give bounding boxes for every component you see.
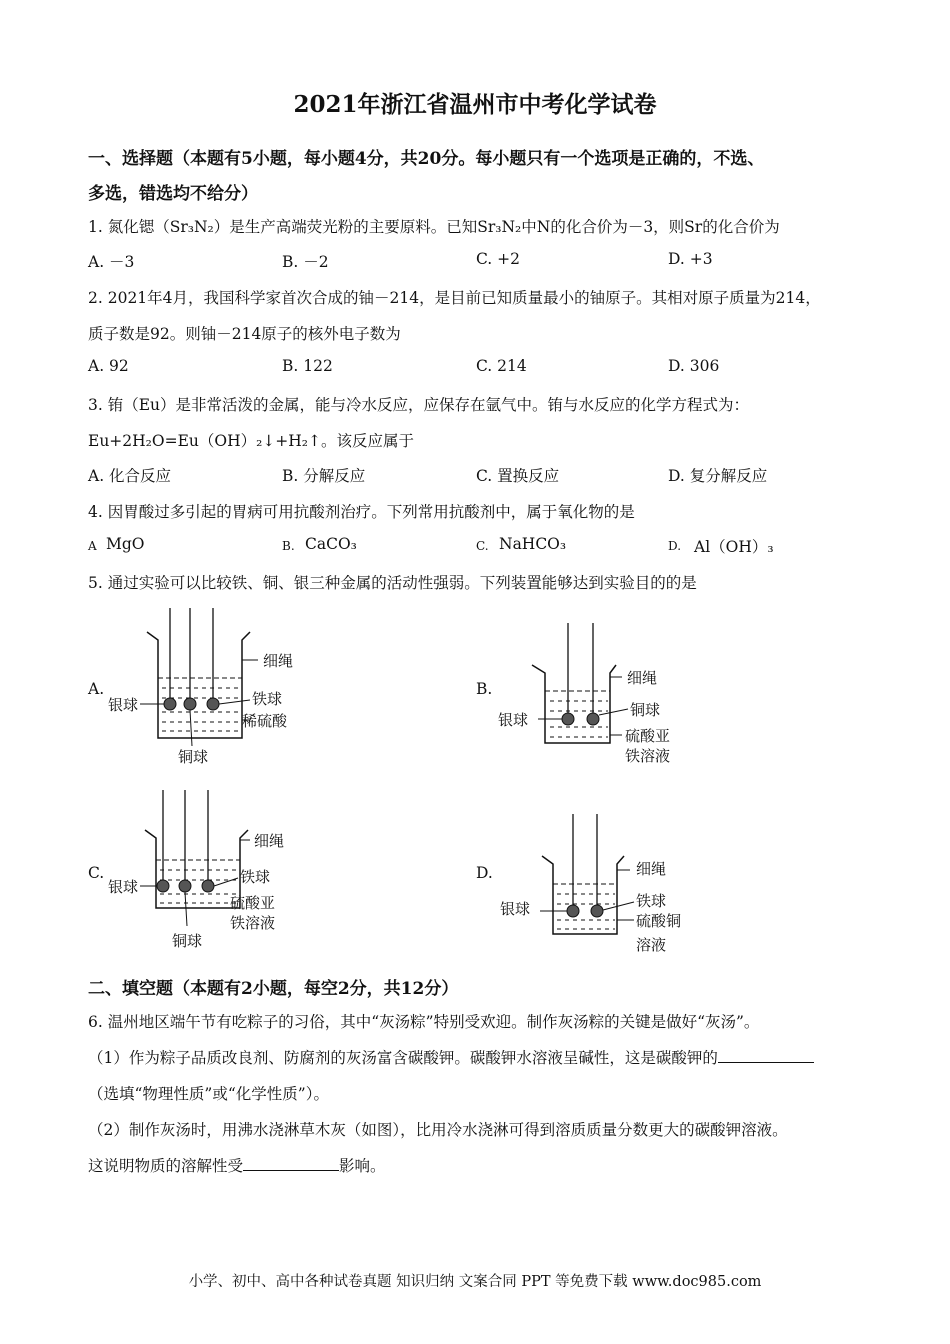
q5-stem: 5. 通过实验可以比较铁、铜、银三种金属的活动性强弱。下列装置能够达到实验目的的是 (88, 574, 697, 592)
q4-stem: 4. 因胃酸过多引起的胃病可用抗酸剂治疗。下列常用抗酸剂中，属于氧化物的是 (88, 503, 635, 521)
q4-option-b: CaCO₃ (305, 535, 357, 553)
iron-ball (207, 698, 219, 710)
footer-text: 小学、初中、高中各种试卷真题 知识归纳 文案合同 PPT 等免费下载 www.doc985.com (188, 1274, 762, 1290)
label-right2-b: 硫酸亚 (625, 727, 671, 745)
q1-stem: 1. 氮化锶（Sr₃N₂）是生产高端荧光粉的主要原料。已知Sr₃N₂中N的化合价为－3，则Sr的化合价为 (88, 218, 780, 236)
q6-answer-blank-1[interactable] (718, 1048, 814, 1063)
label-left-a: 银球 (108, 696, 139, 714)
apparatus-a-diagram (100, 600, 340, 770)
label-right3-d: 溶液 (636, 936, 667, 954)
q6-stem: 6. 温州地区端午节有吃粽子的习俗，其中“灰汤粽”特别受欢迎。制作灰汤粽的关键是做好“灰汤”。 (88, 1013, 760, 1031)
q4-option-c: NaHCO₃ (499, 535, 567, 553)
q1-option-c: C. +2 (476, 250, 521, 268)
q6-answer-blank-2[interactable] (243, 1156, 339, 1171)
q4-option-d-letter: D. (668, 539, 682, 553)
q4-option-a-letter: A (88, 539, 97, 553)
page-title: 2021年浙江省温州市中考化学试卷 (293, 91, 657, 118)
q4-option-d: Al（OH）₃ (694, 538, 774, 556)
iron-ball (202, 880, 214, 892)
q4-option-c-letter: C. (476, 539, 489, 553)
q6-part2-pre: 这说明物质的溶解性受 (88, 1157, 244, 1175)
q6-part2-line1: （2）制作灰汤时，用沸水浇淋草木灰（如图），比用冷水浇淋可得到溶质质量分数更大的碳酸钾溶液。 (88, 1121, 788, 1139)
q5-option-c-letter: C. (88, 864, 105, 882)
solution-surface-b (545, 691, 610, 737)
q3-option-a: A. 化合反应 (88, 467, 172, 485)
section1-heading-line2: 多选，错选均不给分） (88, 184, 258, 204)
q3-option-d: D. 复分解反应 (668, 467, 768, 485)
label-rope-a: 细绳 (263, 652, 294, 670)
label-right3-c: 铁溶液 (230, 914, 276, 932)
section2-heading: 二、填空题（本题有2小题，每空2分，共12分） (88, 979, 459, 999)
silver-ball (164, 698, 176, 710)
q6-part2-line2 (88, 1154, 386, 1176)
copper-ball (179, 880, 191, 892)
silver-ball (562, 713, 574, 725)
q2-stem-line1: 2. 2021年4月，我国科学家首次合成的铀－214，是目前已知质量最小的铀原子。其相对原子质量为214， (88, 289, 821, 307)
q1-option-d: D. +3 (668, 250, 713, 268)
q1-option-b: B. －2 (282, 253, 329, 271)
q3-option-c: C. 置换反应 (476, 467, 560, 485)
label-right1-a: 铁球 (252, 690, 283, 708)
q5-option-a-letter: A. (88, 680, 105, 698)
label-rope-d: 细绳 (636, 860, 667, 878)
iron-ball (591, 905, 603, 917)
q2-option-b: B. 122 (282, 357, 333, 375)
silver-ball (157, 880, 169, 892)
label-right3-b: 铁溶液 (625, 747, 671, 765)
solution-surface-d (553, 884, 617, 929)
label-right1-b: 铜球 (630, 701, 661, 719)
q6-part1-line1 (88, 1046, 814, 1068)
label-right1-c: 铁球 (240, 868, 271, 886)
q2-option-c: C. 214 (476, 357, 527, 375)
label-rope-b: 细绳 (627, 669, 658, 687)
apparatus-b-diagram (490, 615, 730, 775)
silver-ball (567, 905, 579, 917)
apparatus-c-diagram (100, 786, 340, 956)
label-left-b: 银球 (498, 711, 529, 729)
label-right1-d: 铁球 (636, 892, 667, 910)
label-right2-c: 硫酸亚 (230, 894, 276, 912)
apparatus-d-diagram (490, 810, 730, 960)
q2-stem-line2: 质子数是92。则铀－214原子的核外电子数为 (88, 325, 401, 343)
label-right2-d: 硫酸铜 (636, 912, 682, 930)
q6-part1-text: （1）作为粽子品质改良剂、防腐剂的灰汤富含碳酸钾。碳酸钾水溶液呈碱性，这是碳酸钾的 (88, 1049, 718, 1067)
copper-ball (587, 713, 599, 725)
copper-ball (184, 698, 196, 710)
label-bottom-a: 铜球 (178, 748, 209, 766)
q4-option-b-letter: B. (282, 539, 295, 553)
q3-stem-line2: Eu+2H₂O=Eu（OH）₂↓+H₂↑。该反应属于 (88, 432, 415, 450)
label-rope-c: 细绳 (254, 832, 285, 850)
q6-part1-line2: （选填“物理性质”或“化学性质”）。 (88, 1085, 329, 1103)
q2-option-a: A. 92 (88, 357, 129, 375)
q1-option-a: A. －3 (88, 253, 135, 271)
q5-option-d-letter: D. (476, 864, 493, 882)
q5-option-b-letter: B. (476, 680, 493, 698)
label-left-c: 银球 (108, 878, 139, 896)
q3-option-b: B. 分解反应 (282, 467, 366, 485)
q3-stem-line1: 3. 铕（Eu）是非常活泼的金属，能与冷水反应，应保存在氩气中。铕与水反应的化学方程式为： (88, 396, 750, 414)
section1-heading-line1: 一、选择题（本题有5小题，每小题4分，共20分。每小题只有一个选项是正确的，不选、 (88, 149, 765, 169)
q6-part2-post: 影响。 (339, 1157, 386, 1175)
q2-option-d: D. 306 (668, 357, 720, 375)
label-right2-a: 稀硫酸 (242, 712, 288, 730)
label-left-d: 银球 (500, 900, 531, 918)
label-bottom-c: 铜球 (172, 932, 203, 950)
q4-option-a: MgO (106, 535, 145, 553)
